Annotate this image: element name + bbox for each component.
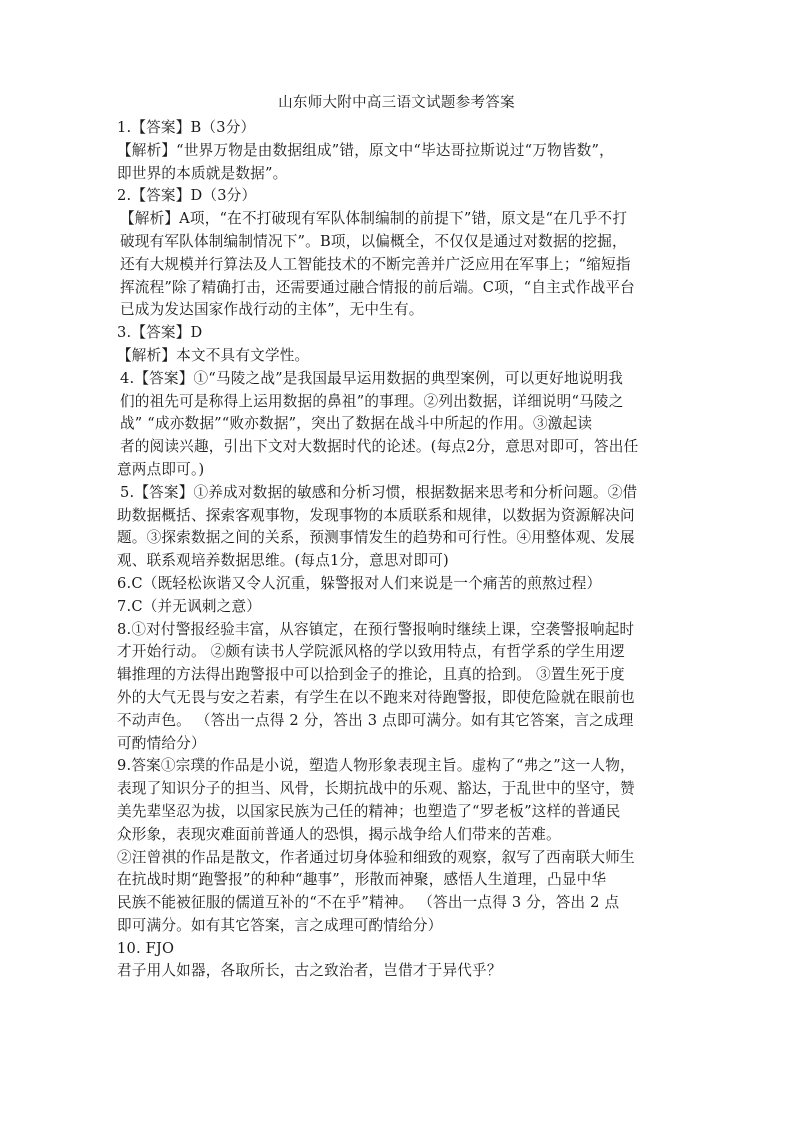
answer-9-line-5: ②汪曾祺的作品是散文，作者通过切身体验和细致的观察，叙写了西南联大师生 [117,848,635,866]
answer-4-line-5: 意两点即可。) [117,460,205,478]
answer-6-line: 6.C（既轻松诙谐又令人沉重，躲警报对人们来说是一个痛苦的煎熬过程） [117,574,602,592]
analysis-2-line-2: 破现有军队体制编制情况下”。B项，以偏概全，不仅仅是通过对数据的挖掘， [120,232,627,250]
answer-9-line-4: 众形象，表现灾难面前普通人的恐惧，揭示战争给人们带来的苦难。 [117,825,561,843]
answer-3-line: 3.【答案】D [117,324,203,342]
answer-9-line-6: 在抗战时期“跑警报”的种种“趣事”，形散而神聚，感悟人生道理，凸显中华 [117,871,607,889]
answer-8-line-1: 8.①对付警报经验丰富，从容镇定，在预行警报响时继续上课，空袭警报响起时 [117,620,635,638]
answer-9-line-3: 美先辈坚忍为拔，以国家民族为己任的精神；也塑造了“罗老板”这样的普通民 [117,802,621,820]
analysis-2-line-5: 已成为发达国家作战行动的主体”，无中生有。 [120,301,424,319]
answer-7-line: 7.C（并无讽刺之意） [117,597,262,615]
analysis-2-line-4: 挥流程”除了精确打击，还需要通过融合情报的前后端。C项，“自主式作战平台 [120,278,635,296]
analysis-2-line-3: 还有大规模并行算法及人工智能技术的不断完善并广泛应用在军事上；“缩短指 [120,255,631,273]
answer-8-line-2: 才开始行动。 ②颇有读书人学院派风格的学以致用特点，有哲学系的学生用逻 [117,643,625,661]
answer-8-line-5: 不动声色。 （答出一点得 2 分，答出 3 点即可满分。如有其它答案，言之成理 [117,711,634,729]
answer-4-line-2: 们的祖先可是称得上运用数据的鼻祖”的事理。②列出数据，详细说明“马陵之 [120,392,624,410]
answer-10-line: 10. FJO [117,939,175,957]
answer-9-line-8: 即可满分。如有其它答案，言之成理可酌情给分） [117,916,443,934]
answer-8-line-3: 辑推理的方法得出跑警报中可以拾到金子的推论，且真的拾到。 ③置生死于度 [117,666,625,684]
analysis-2-line-1: 【解析】A项，“在不打破现有军队体制编制的前提下”错，原文是“在几乎不打 [120,210,628,228]
answer-8-line-6: 可酌情给分） [117,734,206,752]
answer-8-line-4: 外的大气无畏与安之若素，有学生在以不跑来对待跑警报，即使危险就在眼前也 [117,688,635,706]
answer-9-line-1: 9.答案①宗璞的作品是小说，塑造人物形象表现主旨。虚构了“弗之”这一人物， [117,757,635,775]
analysis-1-line-1: 【解析】“世界万物是由数据组成”错，原文中“毕达哥拉斯说过“万物皆数”， [117,141,614,159]
answer-5-line-4: 观、联系观培养数据思维。(每点1分，意思对即可) [117,552,449,570]
answer-1-line: 1.【答案】B（3分） [117,119,256,136]
answer-5-line-1: 5.【答案】①养成对数据的敏感和分析习惯，根据数据来思考和分析问题。②借 [120,483,638,501]
answer-9-line-7: 民族不能被征服的儒道互补的“不在乎”精神。 （答出一点得 3 分，答出 2 点 [117,894,620,912]
answer-4-line-1: 4.【答案】①“马陵之战”是我国最早运用数据的典型案例，可以更好地说明我 [120,369,624,387]
analysis-1-line-2: 即世界的本质就是数据”。 [117,164,288,182]
answer-4-line-3: 战” “成亦数据”“败亦数据”，突出了数据在战斗中所起的作用。③激起读 [120,415,593,433]
answer-5-line-3: 题。③探索数据之间的关系，预测事情发生的趋势和可行性。④用整体观、发展 [117,529,635,547]
answer-4-line-4: 者的阅读兴趣，引出下文对大数据时代的论述。(每点2分，意思对即可，答出任 [120,438,639,456]
translation-line: 君子用人如器，各取所长，古之致治者，岂借才于异代乎？ [117,962,502,980]
document-body [117,117,687,983]
answer-5-line-2: 助数据概括、探索客观事物，发现事物的本质联系和规律，以数据为资源解决问 [117,506,635,524]
answer-2-line: 2.【答案】D（3分） [117,187,257,205]
answer-9-line-2: 表现了知识分子的担当、风骨，长期抗战中的乐观、豁达，于乱世中的坚守，赞 [117,780,635,798]
document-title: 山东师大附中高三语文试题参考答案 [278,95,515,111]
analysis-3-line: 【解析】本文不具有文学性。 [117,346,310,364]
